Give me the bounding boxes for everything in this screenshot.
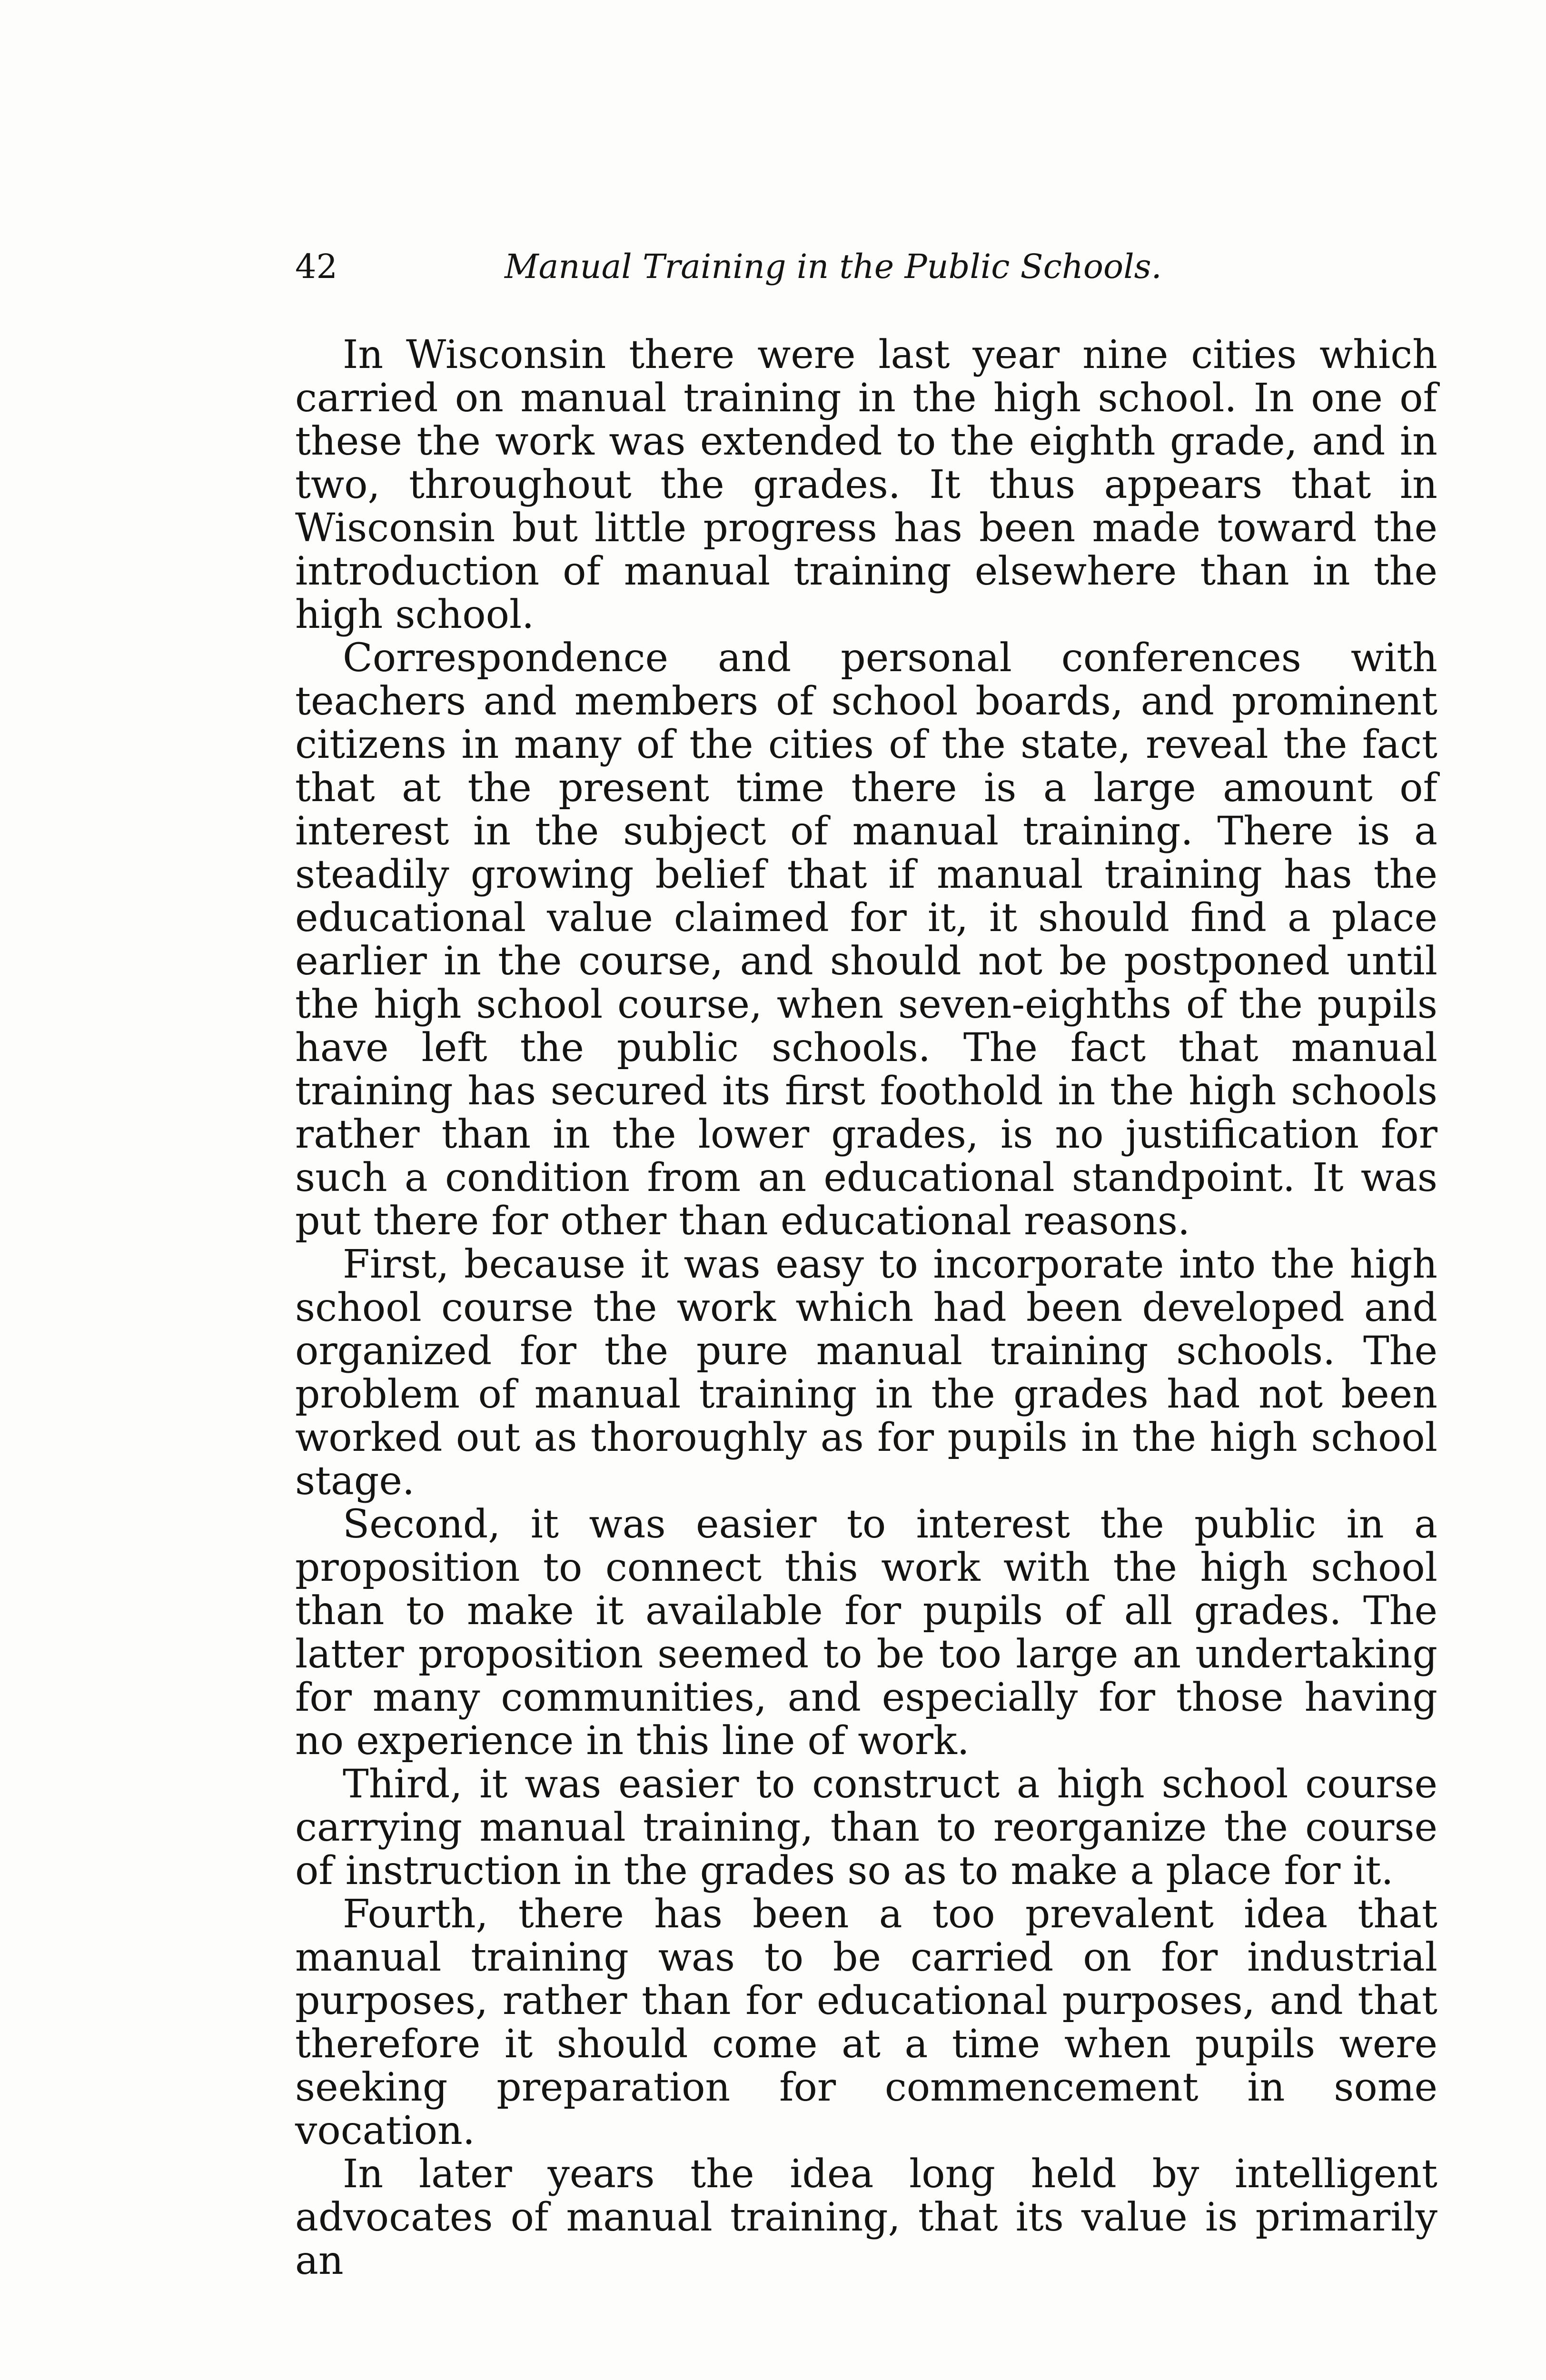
paragraph-second-reason: Second, it was easier to interest the public in a proposition to connect this work with the high school than to make it available for pupils of all grades. The latter proposition seemed to be too large an undertaking for many communities, and especially for those having no experience in this line of work. [295, 1502, 1437, 1764]
paragraph-first-reason: First, because it was easy to incorporate into the high school course the work which had been developed and organized for the pure manual training schools. The problem of manual training in the grades had not been worked out as thoroughly as for pupils in the high school stage. [295, 1242, 1437, 1504]
running-head [295, 238, 1276, 295]
paragraph-correspondence: Correspondence and personal conferences with teachers and members of school boards, and prominent citizens in many of the cities of the state, reveal the fact that at the present time there is a large amount of interest in the subject of manual training. There is a steadily growing belief that if manual training has the educational value claimed for it, it should find a place earlier in the course, and should not be postponed until the high school course, when seven-eighths of the pupils have left the public schools. The fact that manual training has secured its first foothold in the high schools rather than in the lower grades, is no justification for such a condition from an educational standpoint. It was put there for other than educational reasons. [295, 635, 1437, 1244]
paragraph-later-years: In later years the idea long held by intelligent advocates of manual training, that its value is primarily an [295, 2152, 1437, 2283]
paragraph-wisconsin-cities: In Wisconsin there were last year nine cities which carried on manual training in the high school. In one of these the work was extended to the eighth grade, and in two, throughout the grades. It thus appears that in Wisconsin but little progress has been made toward the introduction of manual training elsewhere than in the high school. [295, 332, 1437, 637]
page-number: 42 [295, 247, 338, 286]
body-text [295, 333, 1437, 2282]
paragraph-fourth-reason: Fourth, there has been a too prevalent idea that manual training was to be carried on for industrial purposes, rather than for educational purposes, and that therefore it should come at a time when pupils were seeking preparation for commencement in some vocation. [295, 1892, 1437, 2153]
paragraph-third-reason: Third, it was easier to construct a high school course carrying manual training, than to reorganize the course of instruction in the grades so as to make a place for it. [295, 1762, 1437, 1894]
running-title: Manual Training in the Public Schools. [505, 247, 1162, 286]
